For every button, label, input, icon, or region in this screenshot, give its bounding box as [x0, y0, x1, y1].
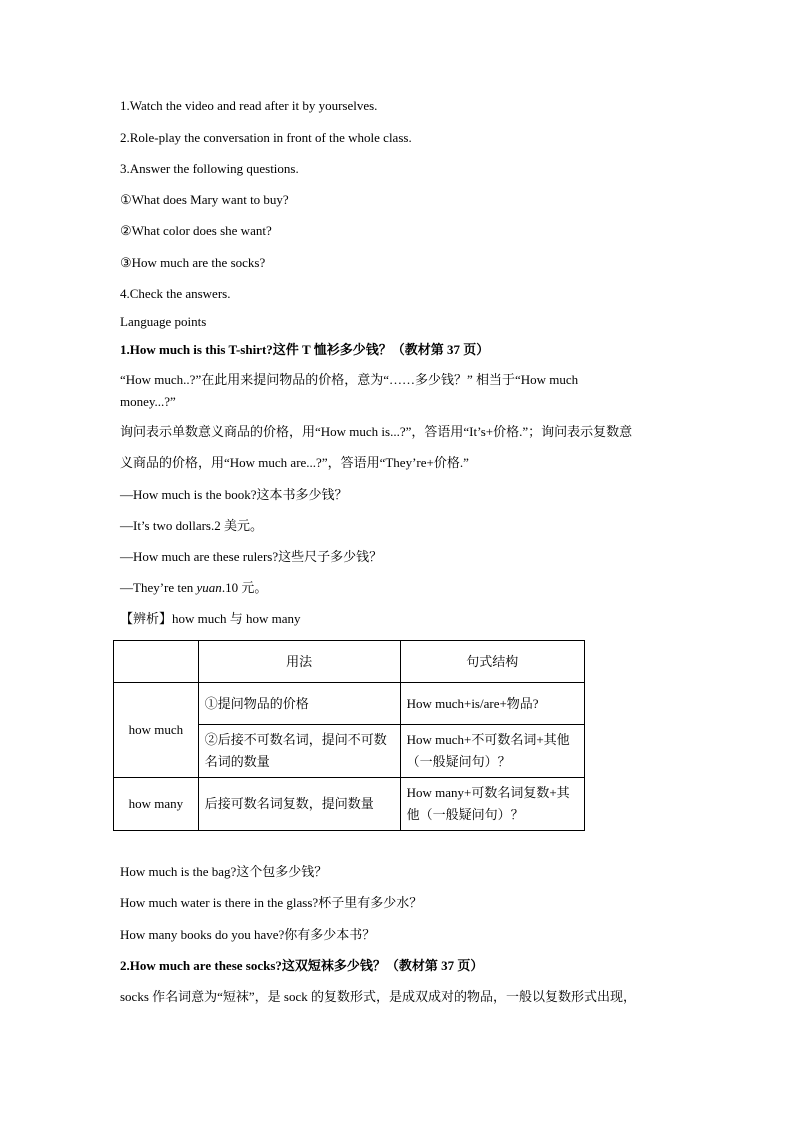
how-much-usage-1: ①提问物品的价格 — [198, 683, 400, 725]
question-3: ③How much are the socks? — [120, 255, 266, 270]
analysis-heading: 【辨析】how much 与 how many — [120, 611, 301, 626]
point-2-title: 2.How much are these socks?这双短袜多少钱？（教材第 37 页） — [120, 958, 484, 973]
point-1-note-line-3: 询问表示单数意义商品的价格，用“How much is...?”，答语用“It’s+价格.”；询问表示复数意 — [120, 424, 633, 439]
example-answer-2-pre: —They’re ten — [120, 580, 197, 595]
how-much-structure-2: How much+不可数名词+其他（一般疑问句）？ — [400, 725, 584, 778]
how-much-structure-1: How much+is/are+物品? — [400, 683, 584, 725]
comparison-table — [113, 640, 585, 831]
example-answer-2-post: .10 元。 — [221, 580, 268, 595]
point-1-note-line-4: 义商品的价格，用“How much are...?”，答语用“They’re+价格.” — [120, 455, 469, 470]
example-answer-1: —It’s two dollars.2 美元。 — [120, 518, 263, 533]
language-points-heading: Language points — [120, 314, 207, 329]
how-many-structure: How many+可数名词复数+其他（一般疑问句）？ — [400, 778, 584, 831]
step-1: 1.Watch the video and read after it by yourselves. — [120, 98, 378, 113]
table-row — [114, 778, 585, 831]
step-2: 2.Role-play the conversation in front of the whole class. — [120, 130, 412, 145]
point-2-note: socks 作名词意为“短袜”，是 sock 的复数形式，是成双成对的物品，一般以复数形式出现， — [120, 989, 637, 1004]
how-much-usage-2: ②后接不可数名词，提问不可数名词的数量 — [198, 725, 400, 778]
table-row — [114, 683, 585, 725]
table-header-structure: 句式结构 — [400, 641, 584, 683]
question-1: ①What does Mary want to buy? — [120, 192, 289, 207]
question-2: ②What color does she want? — [120, 223, 272, 238]
table-header-row — [114, 641, 585, 683]
table-header-blank — [114, 641, 199, 683]
example-question-2: —How much are these rulers?这些尺子多少钱？ — [120, 549, 383, 564]
example-answer-2-italic: yuan — [196, 580, 222, 595]
example-sentence-2: How much water is there in the glass?杯子里有多少水？ — [120, 895, 423, 910]
step-4: 4.Check the answers. — [120, 286, 231, 301]
how-many-usage: 后接可数名词复数，提问数量 — [198, 778, 400, 831]
step-3: 3.Answer the following questions. — [120, 161, 299, 176]
example-question-1: —How much is the book?这本书多少钱？ — [120, 487, 348, 502]
example-answer-2 — [120, 579, 267, 597]
how-many-label: how many — [114, 778, 199, 831]
point-1-note-line-1: “How much..?”在此用来提问物品的价格，意为“……多少钱？” 相当于“How much — [120, 372, 579, 387]
point-1-note-line-2: money...?” — [120, 394, 176, 409]
table-header-usage: 用法 — [198, 641, 400, 683]
point-1-title: 1.How much is this T-shirt?这件 T 恤衫多少钱？（教材第 37 页） — [120, 342, 490, 357]
how-much-label: how much — [114, 683, 199, 778]
example-sentence-3: How many books do you have?你有多少本书？ — [120, 927, 376, 942]
example-sentence-1: How much is the bag?这个包多少钱？ — [120, 864, 328, 879]
